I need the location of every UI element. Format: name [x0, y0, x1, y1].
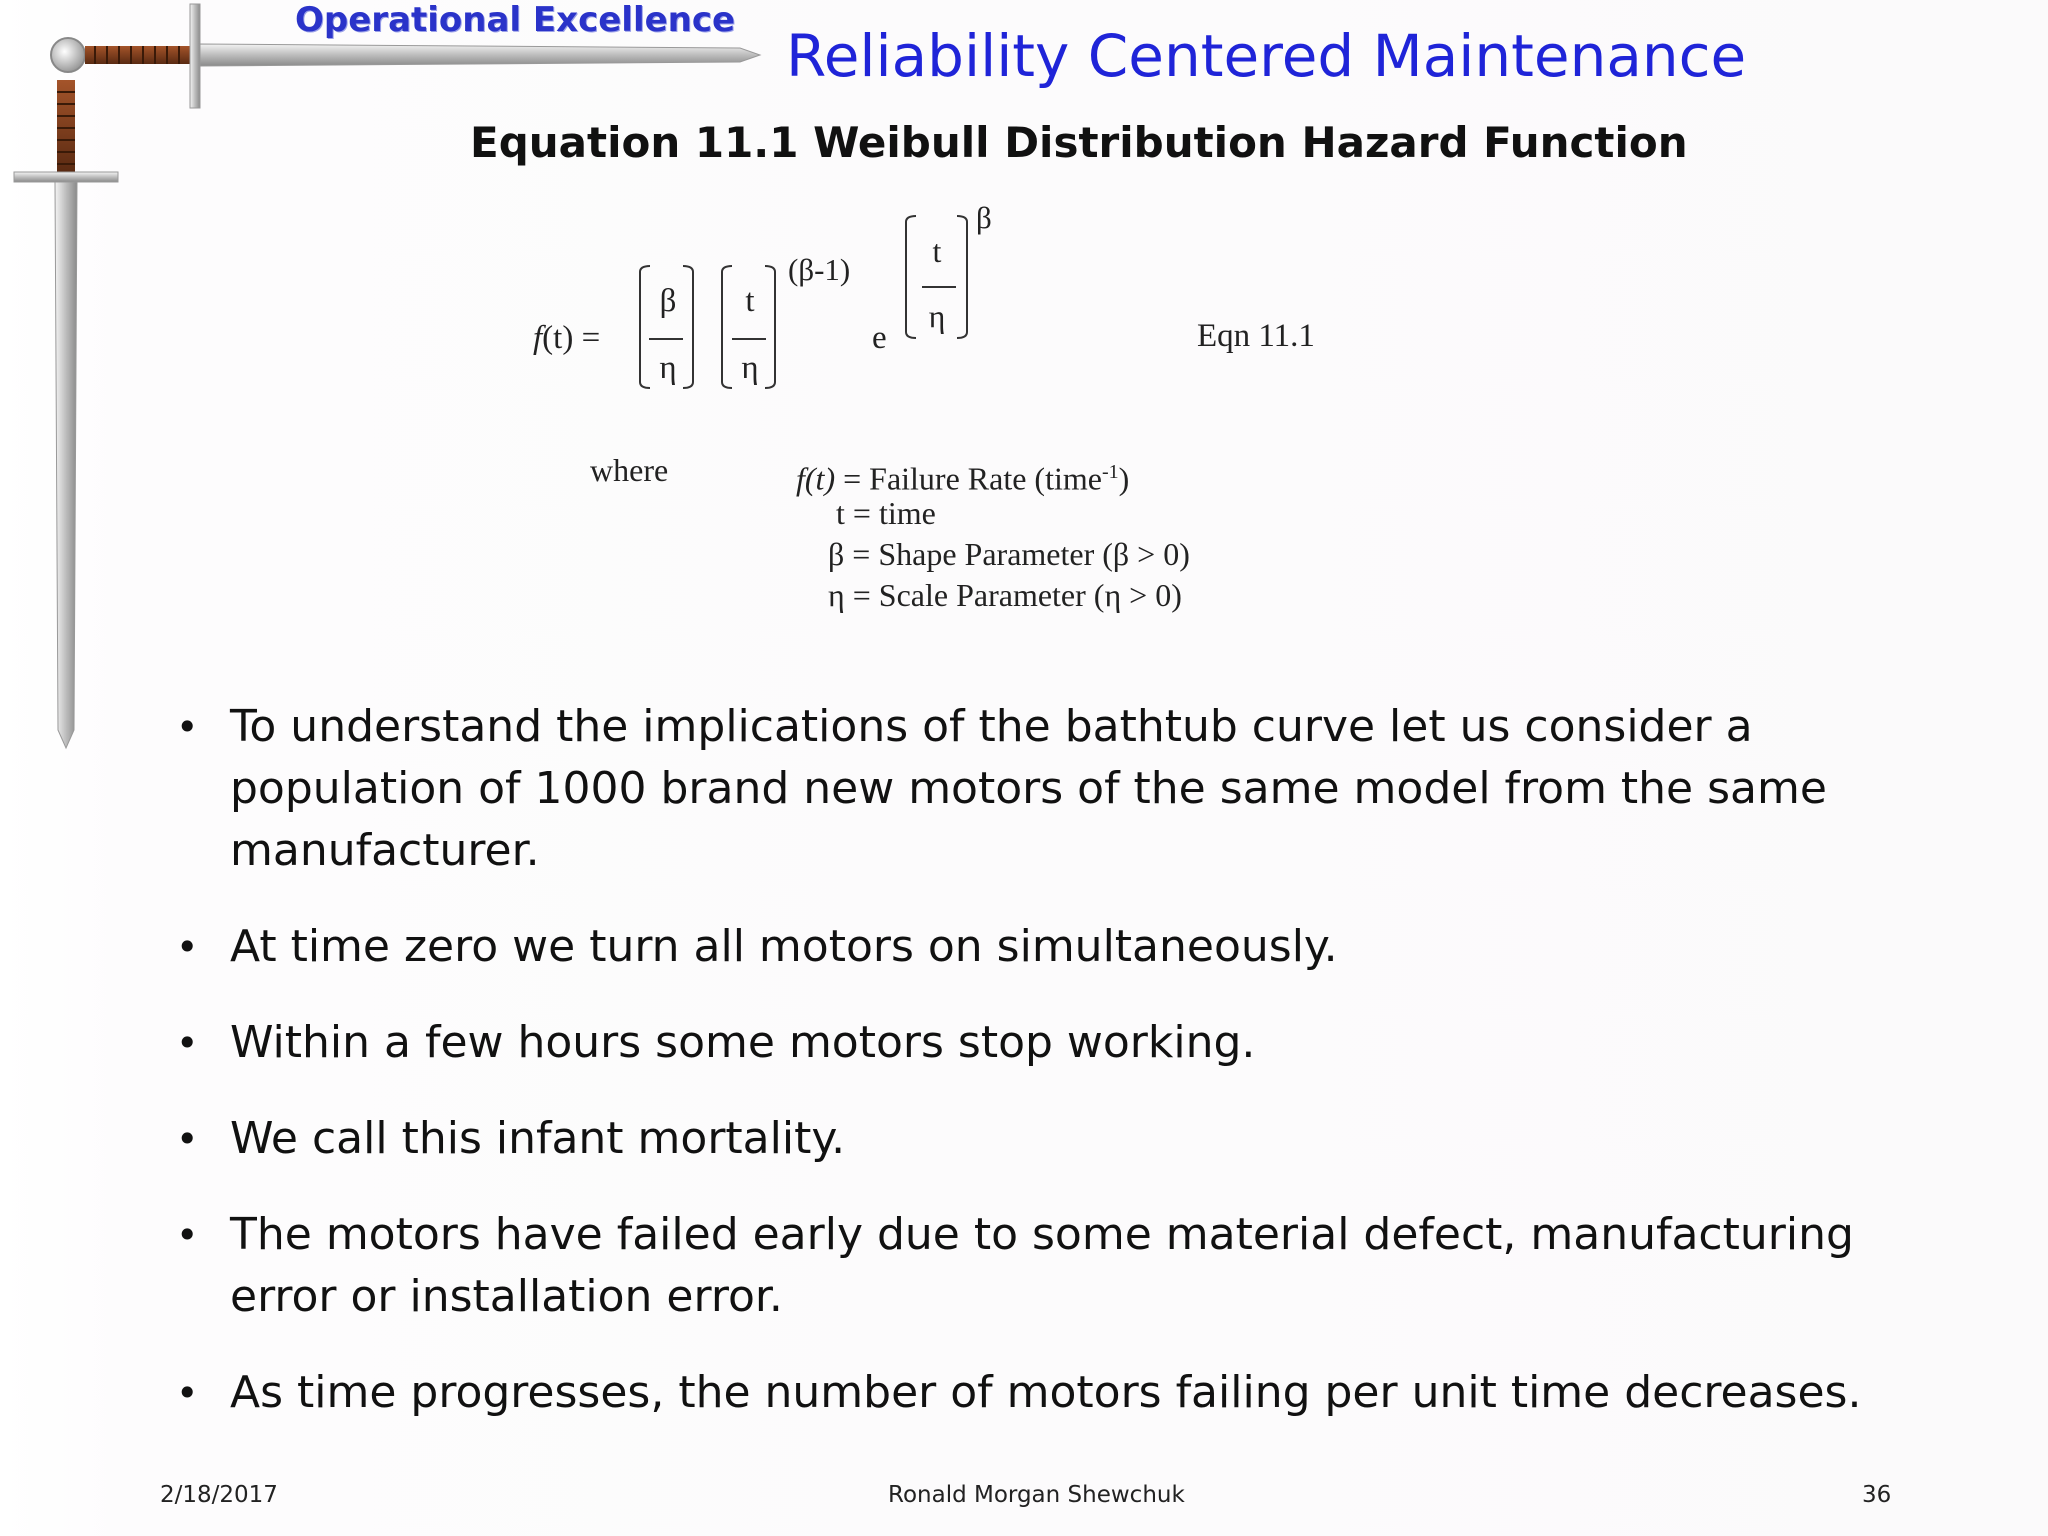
definition-sup: -1: [1101, 461, 1119, 483]
equation-lhs: f(t) =: [533, 320, 601, 356]
euler-e: e: [872, 320, 887, 356]
footer-author: Ronald Morgan Shewchuk: [888, 1482, 1185, 1508]
frac1-denominator: η: [659, 350, 677, 386]
definition-symbol: β: [828, 536, 845, 572]
bullet-text: The motors have failed early due to some material defect, manufacturing error or installation error.: [230, 1209, 1854, 1322]
definition-text: = Failure Rate (time: [835, 460, 1102, 497]
bullet-dot-icon: •: [176, 925, 199, 969]
definition-symbol: t: [836, 495, 845, 531]
brand-logo-text: Operational Excellence: [295, 0, 736, 40]
definition-tail: ): [1118, 460, 1130, 497]
definition-symbol: η: [828, 577, 845, 613]
exp-frac-line: [922, 286, 956, 288]
definition-text: = time: [844, 495, 936, 531]
footer-date: 2/18/2017: [160, 1482, 278, 1508]
bullet-item: [172, 696, 1972, 882]
equation-brackets: [0, 0, 2048, 420]
frac2-line: [732, 338, 766, 340]
bullet-dot-icon: •: [176, 705, 199, 749]
bullet-text: To understand the implications of the bathtub curve let us consider a population of 1000 brand new motors of the same model from the same manufacturer.: [230, 701, 1827, 876]
bullet-item: [172, 916, 1972, 978]
exp-frac-numerator: t: [932, 233, 942, 269]
definition-shape: [796, 534, 1190, 575]
bullet-text: We call this infant mortality.: [230, 1113, 846, 1164]
bullet-dot-icon: •: [176, 1371, 199, 1415]
slide-title: Reliability Centered Maintenance: [786, 22, 1747, 90]
definition-scale: [796, 575, 1190, 616]
bullet-item: [172, 1108, 1972, 1170]
frac2-numerator: t: [745, 283, 755, 319]
exponent-beta-minus-one: (β-1): [788, 252, 851, 287]
definition-time: [796, 493, 1190, 534]
where-label: where: [590, 452, 669, 488]
bullet-item: [172, 1204, 1972, 1328]
equation-heading: Equation 11.1 Weibull Distribution Hazard Function: [470, 118, 1688, 167]
bullet-text: Within a few hours some motors stop working.: [230, 1017, 1256, 1068]
frac1-numerator: β: [659, 283, 677, 319]
bullet-list: [172, 696, 1972, 1458]
definition-list: [796, 452, 1190, 616]
definition-text: = Shape Parameter (β > 0): [844, 536, 1190, 572]
exp-frac-denominator: η: [928, 298, 946, 334]
equation-label: Eqn 11.1: [1197, 318, 1315, 354]
bullet-dot-icon: •: [176, 1213, 199, 1257]
definition-text: = Scale Parameter (η > 0): [844, 577, 1182, 613]
exponent-beta: β: [976, 200, 992, 235]
bullet-item: [172, 1362, 1972, 1424]
bullet-text: At time zero we turn all motors on simultaneously.: [230, 921, 1338, 972]
footer-page-number: 36: [1862, 1482, 1892, 1508]
bullet-item: [172, 1012, 1972, 1074]
bullet-dot-icon: •: [176, 1117, 199, 1161]
definition-failure-rate: [796, 452, 1190, 497]
frac2-denominator: η: [741, 350, 759, 386]
definition-symbol: f(t): [796, 460, 836, 497]
frac1-line: [649, 338, 683, 340]
bullet-dot-icon: •: [176, 1021, 199, 1065]
bullet-text: As time progresses, the number of motors failing per unit time decreases.: [230, 1367, 1862, 1418]
